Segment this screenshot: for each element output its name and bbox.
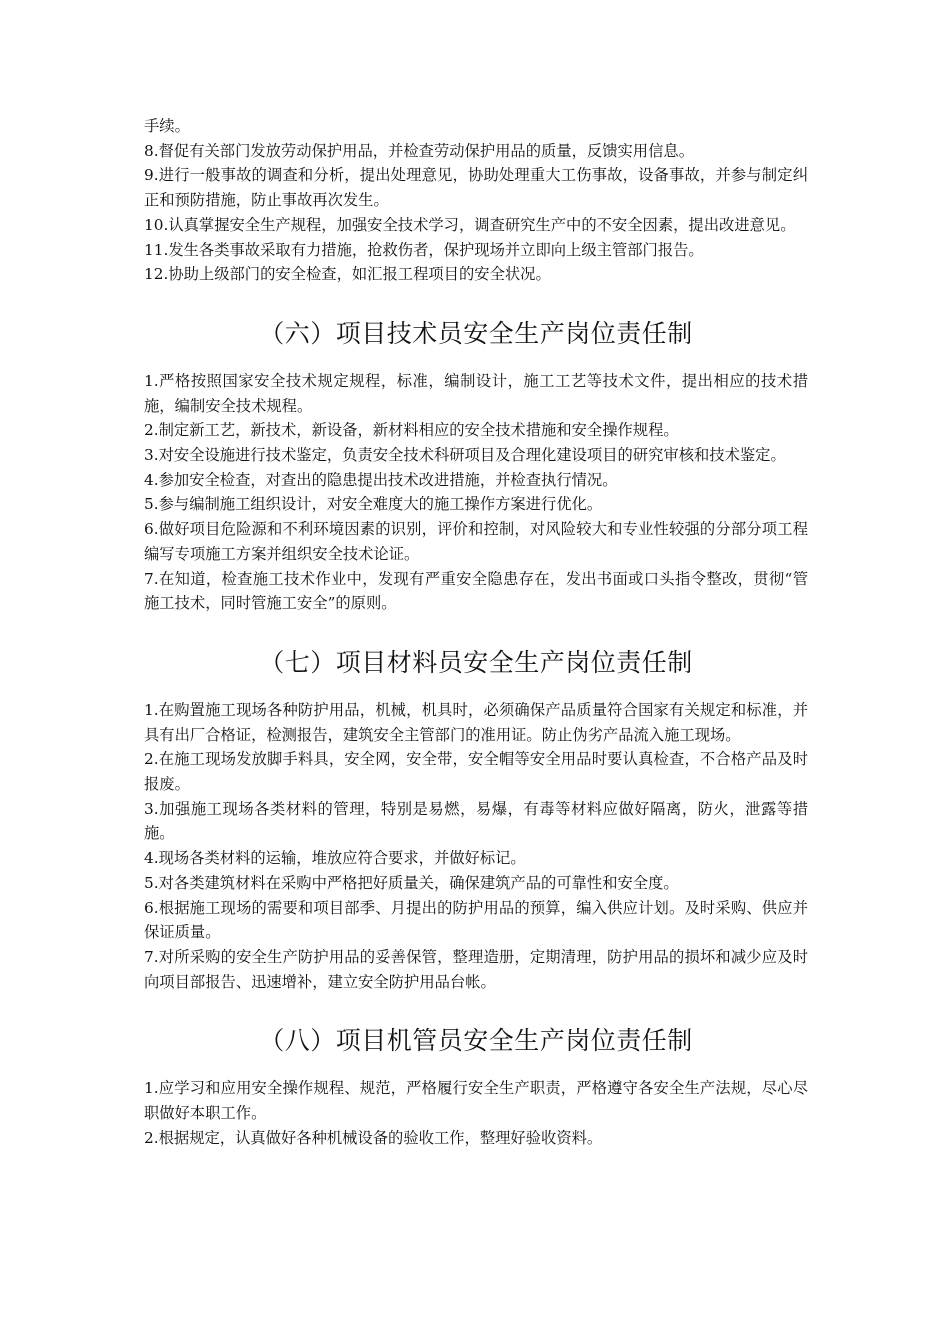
section-materials: [144, 646, 808, 994]
paragraph: 手续。: [144, 117, 190, 135]
paragraph: 5.对各类建筑材料在采购中严格把好质量关，确保建筑产品的可靠性和安全度。: [144, 873, 679, 892]
paragraph: 1.在购置施工现场各种防护用品，机械，机具时，必须确保产品质量符合国家有关规定和标准，并具有出厂合格证，检测报告，建筑安全主管部门的准用证。防止伪劣产品流入施工现场。: [144, 700, 808, 744]
section-heading: （八）项目机管员安全生产岗位责任制: [259, 1026, 693, 1056]
section-technician: [144, 317, 808, 616]
paragraph: 12.协助上级部门的安全检查，如汇报工程项目的安全状况。: [144, 265, 551, 284]
paragraph: 2.在施工现场发放脚手料具，安全网，安全带，安全帽等安全用品时要认真检查，不合格产品及时报废。: [144, 750, 808, 794]
paragraph: 4.现场各类材料的运输，堆放应符合要求，并做好标记。: [144, 849, 526, 868]
paragraph: 6.做好项目危险源和不利环境因素的识别，评价和控制，对风险较大和专业性较强的分部分项工程编写专项施工方案并组织安全技术论证。: [144, 520, 808, 563]
paragraph: 10.认真掌握安全生产规程，加强安全技术学习，调查研究生产中的不安全因素，提出改进意见。: [144, 215, 796, 234]
paragraph: 7.在知道，检查施工技术作业中，发现有严重安全隐患存在，发出书面或口头指令整改，贯彻“管施工技术，同时管施工安全”的原则。: [144, 569, 808, 613]
paragraph: 9.进行一般事故的调查和分析，提出处理意见，协助处理重大工伤事故，设备事故，并参与制定纠正和预防措施，防止事故再次发生。: [144, 166, 808, 210]
paragraph: 3.对安全设施进行技术鉴定，负责安全技术科研项目及合理化建设项目的研究审核和技术鉴定。: [144, 446, 786, 465]
paragraph: 8.督促有关部门发放劳动保护用品，并检查劳动保护用品的质量，反馈实用信息。: [144, 141, 694, 160]
paragraph: 6.根据施工现场的需要和项目部季、月提出的防护用品的预算，编入供应计划。及时采购、供应并保证质量。: [144, 898, 808, 942]
paragraph: 11.发生各类事故采取有力措施，抢救伤者，保护现场并立即向上级主管部门报告。: [144, 240, 704, 259]
document-body: [144, 114, 808, 1151]
paragraph: 1.严格按照国家安全技术规定规程，标准，编制设计，施工工艺等技术文件，提出相应的技术措施，编制安全技术规程。: [144, 371, 808, 415]
section-continued: [144, 114, 808, 287]
paragraph: 1.应学习和应用安全操作规程、规范，严格履行安全生产职责，严格遵守各安全生产法规，尽心尽职做好本职工作。: [144, 1079, 808, 1123]
section-heading: （七）项目材料员安全生产岗位责任制: [259, 647, 693, 677]
paragraph: 2.根据规定，认真做好各种机械设备的验收工作，整理好验收资料。: [144, 1128, 603, 1147]
paragraph: 4.参加安全检查，对查出的隐患提出技术改进措施，并检查执行情况。: [144, 470, 618, 489]
section-heading: （六）项目技术员安全生产岗位责任制: [259, 318, 693, 348]
paragraph: 2.制定新工艺，新技术，新设备，新材料相应的安全技术措施和安全操作规程。: [144, 421, 679, 440]
paragraph: 5.参与编制施工组织设计，对安全难度大的施工操作方案进行优化。: [144, 495, 603, 514]
section-machinery: [144, 1024, 808, 1150]
paragraph: 7.对所采购的安全生产防护用品的妥善保管，整理造册，定期清理，防护用品的损坏和减少应及时向项目部报告、迅速增补，建立安全防护用品台帐。: [144, 947, 808, 991]
paragraph: 3.加强施工现场各类材料的管理，特别是易燃，易爆，有毒等材料应做好隔离，防火，泄露等措施。: [144, 799, 808, 843]
